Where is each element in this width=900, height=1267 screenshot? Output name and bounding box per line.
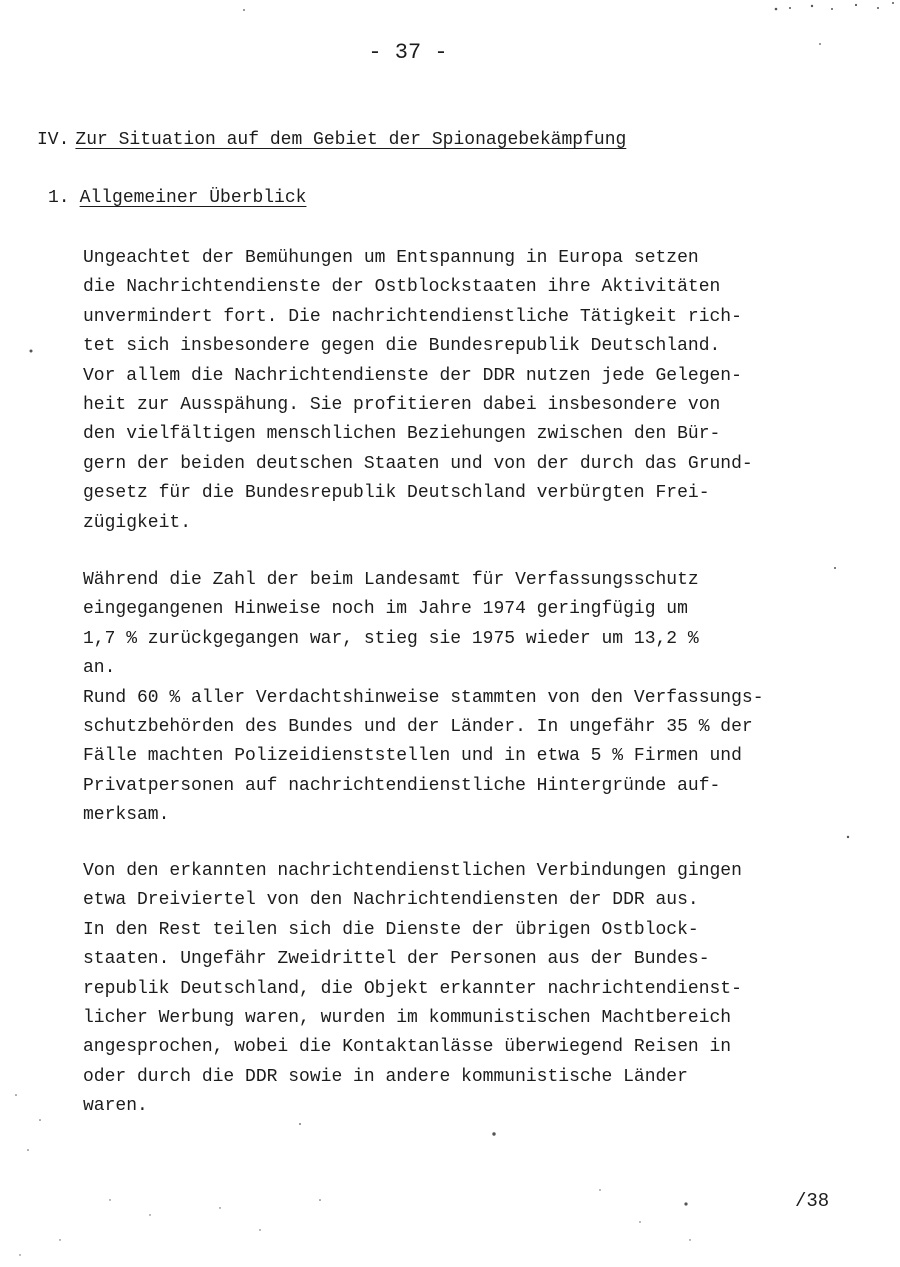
paragraph-2 (83, 566, 764, 831)
paragraph-line: 1,7 % zurückgegangen war, stieg sie 1975 wieder um 13,2 % (83, 628, 699, 649)
paragraph-line: Vor allem die Nachrichtendienste der DDR nutzen jede Gelegen- (83, 365, 742, 386)
paragraph-line: heit zur Ausspähung. Sie profitieren dabei insbesondere von (83, 395, 721, 416)
paragraph-1 (83, 244, 753, 538)
subsection-number: 1. (48, 188, 70, 208)
paragraph-line: In den Rest teilen sich die Dienste der übrigen Ostblock- (83, 919, 699, 940)
paragraph-line: licher Werbung waren, wurden im kommunistischen Machtbereich (83, 1008, 732, 1029)
paragraph-line: gern der beiden deutschen Staaten und von der durch das Grund- (83, 453, 753, 474)
paragraph-line: die Nachrichtendienste der Ostblockstaaten ihre Aktivitäten (83, 277, 721, 298)
paragraph-line: Privatpersonen auf nachrichtendienstliche Hintergründe auf- (83, 775, 721, 796)
next-page-reference: /38 (795, 1190, 830, 1212)
page-number: - 37 - (368, 40, 448, 65)
paragraph-line: zügigkeit. (83, 512, 192, 533)
section-title: Zur Situation auf dem Gebiet der Spionagebekämpfung (75, 130, 627, 150)
paragraph-line: oder durch die DDR sowie in andere kommunistische Länder (83, 1066, 688, 1087)
paragraph-line: angesprochen, wobei die Kontaktanlässe überwiegend Reisen in (83, 1037, 732, 1058)
section-heading (37, 130, 626, 150)
subsection-heading (48, 188, 306, 208)
paragraph-line: merksam. (83, 805, 170, 826)
paragraph-line: den vielfältigen menschlichen Beziehungen zwischen den Bür- (83, 424, 721, 445)
paragraph-line: gesetz für die Bundesrepublik Deutschland verbürgten Frei- (83, 483, 710, 504)
paragraph-line: Während die Zahl der beim Landesamt für Verfassungsschutz (83, 570, 699, 590)
subsection-title: Allgemeiner Überblick (79, 188, 307, 208)
paragraph-line: eingegangenen Hinweise noch im Jahre 1974 geringfügig um (83, 599, 688, 620)
section-number: IV. (37, 130, 70, 150)
paragraph-line: Von den erkannten nachrichtendienstlichen Verbindungen gingen (83, 861, 742, 881)
paragraph-line: republik Deutschland, die Objekt erkannter nachrichtendienst- (83, 978, 742, 999)
paragraph-line: tet sich insbesondere gegen die Bundesrepublik Deutschland. (83, 336, 721, 357)
paragraph-line: Fälle machten Polizeidienststellen und in etwa 5 % Firmen und (83, 746, 742, 767)
paragraph-line: Rund 60 % aller Verdachtshinweise stammten von den Verfassungs- (83, 687, 764, 708)
paragraph-3 (83, 857, 742, 1122)
paragraph-line: Ungeachtet der Bemühungen um Entspannung in Europa setzen (83, 248, 699, 268)
paragraph-line: schutzbehörden des Bundes und der Länder. In ungefähr 35 % der (83, 717, 753, 738)
paragraph-line: an. (83, 658, 116, 679)
paragraph-line: staaten. Ungefähr Zweidrittel der Personen aus der Bundes- (83, 949, 710, 970)
paragraph-line: waren. (83, 1096, 148, 1117)
paragraph-line: unvermindert fort. Die nachrichtendienstliche Tätigkeit rich- (83, 306, 742, 327)
paragraph-line: etwa Dreiviertel von den Nachrichtendiensten der DDR aus. (83, 890, 699, 911)
